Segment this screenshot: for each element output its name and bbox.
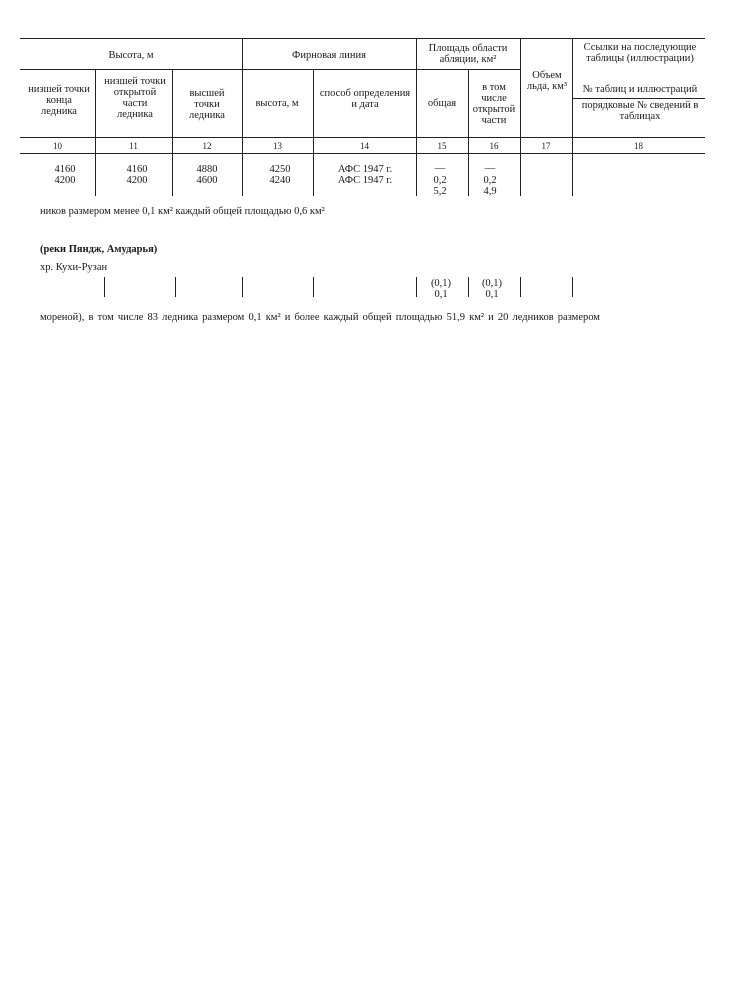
col-header-11: низшей точки открытой части ледника [104,76,166,120]
table-cell: (0,1) [430,278,452,289]
row-divider [416,277,417,297]
group-header-ablation: Площадь области абляции, км² [428,43,508,65]
col-number: 17 [541,141,551,151]
table-cell: 4250 [269,164,291,175]
table-cell: — [484,163,496,174]
row-divider [313,277,314,297]
col-header-16: в том числе открытой части [472,82,516,126]
table-cell: 0,2 [433,175,447,186]
table-cell: 4160 [54,164,76,175]
table-cell: 4160 [126,164,148,175]
table-top-rule [20,38,705,39]
col-number: 13 [273,141,282,151]
col-number: 11 [129,141,138,151]
col-number: 10 [53,141,62,151]
table-cell: 5,2 [433,186,447,197]
col-divider [172,69,173,196]
group-header-firn: Фирновая линия [292,50,366,61]
col-divider [242,38,243,196]
col-header-15: общая [427,98,457,109]
table-cell: 0,2 [483,175,497,186]
row-divider [242,277,243,297]
note-line: ников размером менее 0,1 км² каждый общей площадью 0,6 км² [40,206,325,217]
table-cell: — [434,163,446,174]
row-divider [104,277,105,297]
section-heading: (реки Пяндж, Амударья) [40,244,158,255]
table-cell: 4600 [196,175,218,186]
table-cell: 4,9 [483,186,497,197]
row-divider [468,277,469,297]
ridge-label: хр. Кухи-Рузан [40,262,108,273]
group-header-height: Высота, м [108,50,154,61]
table-cell: (0,1) [481,278,503,289]
col-header-17: Объем льда, км³ [526,70,568,92]
row-divider [520,277,521,297]
table-cell: АФС 1947 г. [337,175,393,186]
col-header-13: высота, м [255,98,299,109]
row-divider [572,277,573,297]
table-cell: 4200 [126,175,148,186]
col-divider [416,38,417,196]
col-header-10: низшей точки конца ледника [28,84,90,117]
col-number: 14 [360,141,369,151]
note-line: мореной), в том числе 83 ледника размером 0,1 км² и более каждый общей площадью 51,9 км² и 20 ледников размером [40,312,600,323]
col-divider [572,38,573,196]
col-divider [313,69,314,196]
col-divider [95,69,96,196]
col-header-18a: № таблиц и иллюстраций [582,84,698,95]
numbers-bottom-rule [20,153,705,154]
col-number: 12 [202,141,212,151]
group-header-refs: Ссылки на последующие таблицы (иллюстрации) [583,42,697,64]
col-header-12: высшей точки ледника [189,88,225,121]
table-cell: АФС 1947 г. [337,164,393,175]
table-cell: 4240 [269,175,291,186]
col-number: 15 [437,141,447,151]
table-cell: 4880 [196,164,218,175]
col-number: 16 [489,141,499,151]
table-cell: 0,1 [485,289,499,300]
refs-divider-rule [573,98,705,99]
col-divider [520,38,521,196]
table-cell: 0,1 [434,289,448,300]
row-divider [175,277,176,297]
col-header-14: способ определения и дата [319,88,411,110]
table-cell: 4200 [54,175,76,186]
col-header-18b: порядковые № сведений в таблицах [581,100,699,122]
col-number: 18 [634,141,643,151]
header-bottom-rule [20,137,705,138]
